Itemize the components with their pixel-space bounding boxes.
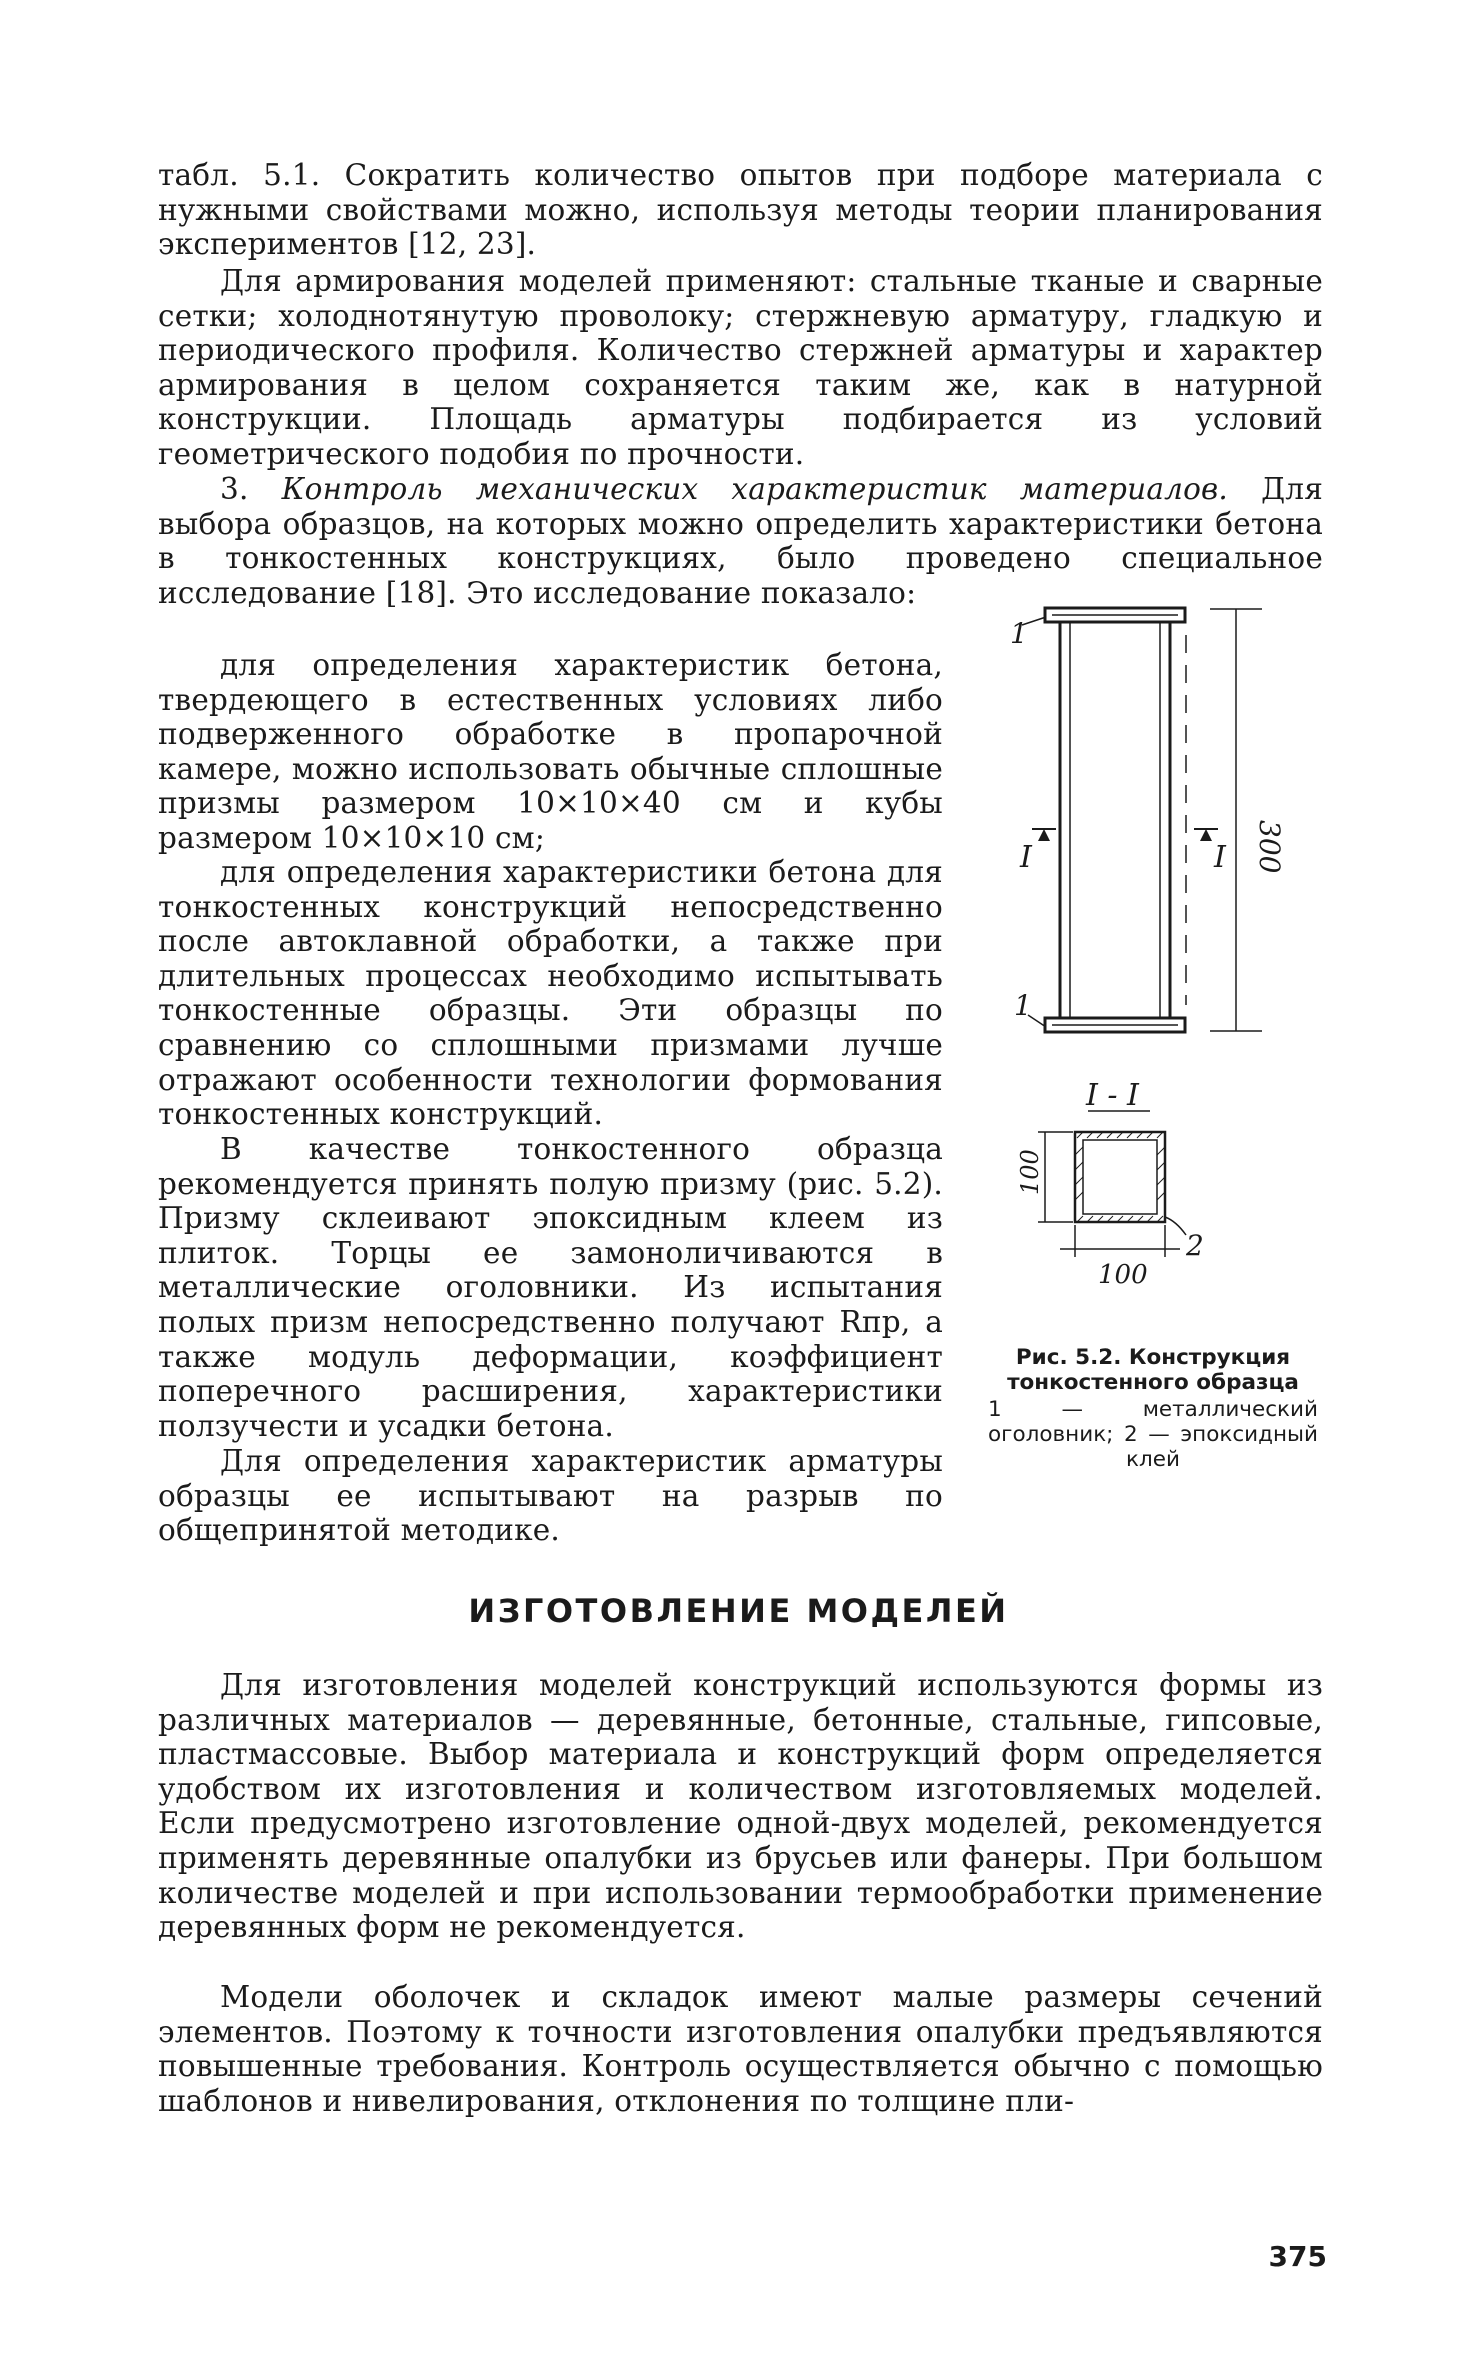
paragraph-4: для определения характеристик бетона, твердеющего в естественных условиях либо подверженного обработке в пропарочной камере, можно использовать обычные сплошные призмы размером 10×10×40 см и кубы размером 10×10×10 см;	[158, 648, 943, 855]
paragraph-3-number: 3.	[220, 472, 249, 506]
figure-caption	[988, 1345, 1318, 1472]
page-number: 375	[1268, 2240, 1327, 2273]
paragraph-7: Для определения характеристик арматуры образцы ее испытывают на разрыв по общепринятой методике.	[158, 1444, 943, 1548]
paragraph-3-italic: Контроль механических характеристик материалов.	[281, 472, 1229, 506]
label-2: 2	[1186, 1229, 1204, 1262]
cross-section-inner	[1083, 1140, 1157, 1214]
caption-title: Рис. 5.2. Конструкция тонкостенного образца	[1007, 1345, 1299, 1395]
height-dimension: 300	[1253, 820, 1286, 874]
cross-section-outer	[1075, 1132, 1165, 1222]
paragraph-6: В качестве тонкостенного образца рекомендуется принять полую призму (рис. 5.2). Призму склеивают эпоксидным клеем из плиток. Торцы ее замоноличиваются в металлические оголовники. Из испытания полых призм непосредственно получают Rпр, а также модуль деформации, коэффициент поперечного расширения, характеристики ползучести и усадки бетона.	[158, 1132, 943, 1443]
paragraph-2: Для армирования моделей применяют: стальные тканые и сварные сетки; холоднотянутую проволоку; стержневую арматуру, гладкую и периодического профиля. Количество стержней арматуры и характер армирования в целом сохраняется таким же, как в натурной конструкции. Площадь арматуры подбирается из условий геометрического подобия по прочности.	[158, 264, 1323, 471]
paragraph-1: табл. 5.1. Сократить количество опытов при подборе материала с нужными свойствами можно, используя методы теории планирования экспериментов [12, 23].	[158, 158, 1323, 262]
hatching	[1075, 1132, 1165, 1222]
figure-5-2	[980, 595, 1310, 1335]
label-1-bottom: 1	[1014, 989, 1032, 1022]
paragraph-9: Модели оболочек и складок имеют малые размеры сечений элементов. Поэтому к точности изготовления опалубки предъявляются повышенные требования. Контроль осуществляется обычно с помощью шаблонов и нивелирования, отклонения по толщине пли-	[158, 1980, 1323, 2118]
paragraph-8: Для изготовления моделей конструкций используются формы из различных материалов — деревянные, бетонные, стальные, гипсовые, пластмассовые. Выбор материала и конструкций форм определяется удобством их изготовления и количеством изготовляемых моделей. Если предусмотрено изготовление одной-двух моделей, рекомендуется применять деревянные опалубки из брусьев или фанеры. При большом количестве моделей и при использовании термообработки применение деревянных форм не рекомендуется.	[158, 1668, 1323, 1945]
section-mark-right: I	[1214, 840, 1226, 875]
paragraph-5: для определения характеристики бетона для тонкостенных конструкций непосредственно после автоклавной обработки, а также при длительных процессах необходимо испытывать тонкостенные образцы. Эти образцы по сравнению со сплошными призмами лучше отражают особенности технологии формования тонкостенных конструкций.	[158, 855, 943, 1132]
section-title: I - I	[1086, 1078, 1139, 1113]
section-heading: ИЗГОТОВЛЕНИЕ МОДЕЛЕЙ	[468, 1592, 1009, 1630]
paragraph-3	[158, 472, 1323, 610]
caption-legend: 1 — металлический оголовник; 2 — эпоксидный клей	[988, 1397, 1318, 1472]
side-dimension: 100	[1016, 1149, 1044, 1195]
section-mark-left: I	[1020, 840, 1032, 875]
paragraph-3-rest: Для выбора образцов, на которых можно определить характеристики бетона в тонкостенных конструкциях, было проведено специальное исследование [18]. Это исследование показало:	[158, 472, 1324, 610]
label-1-top: 1	[1010, 617, 1028, 650]
width-dimension: 100	[1098, 1260, 1148, 1290]
